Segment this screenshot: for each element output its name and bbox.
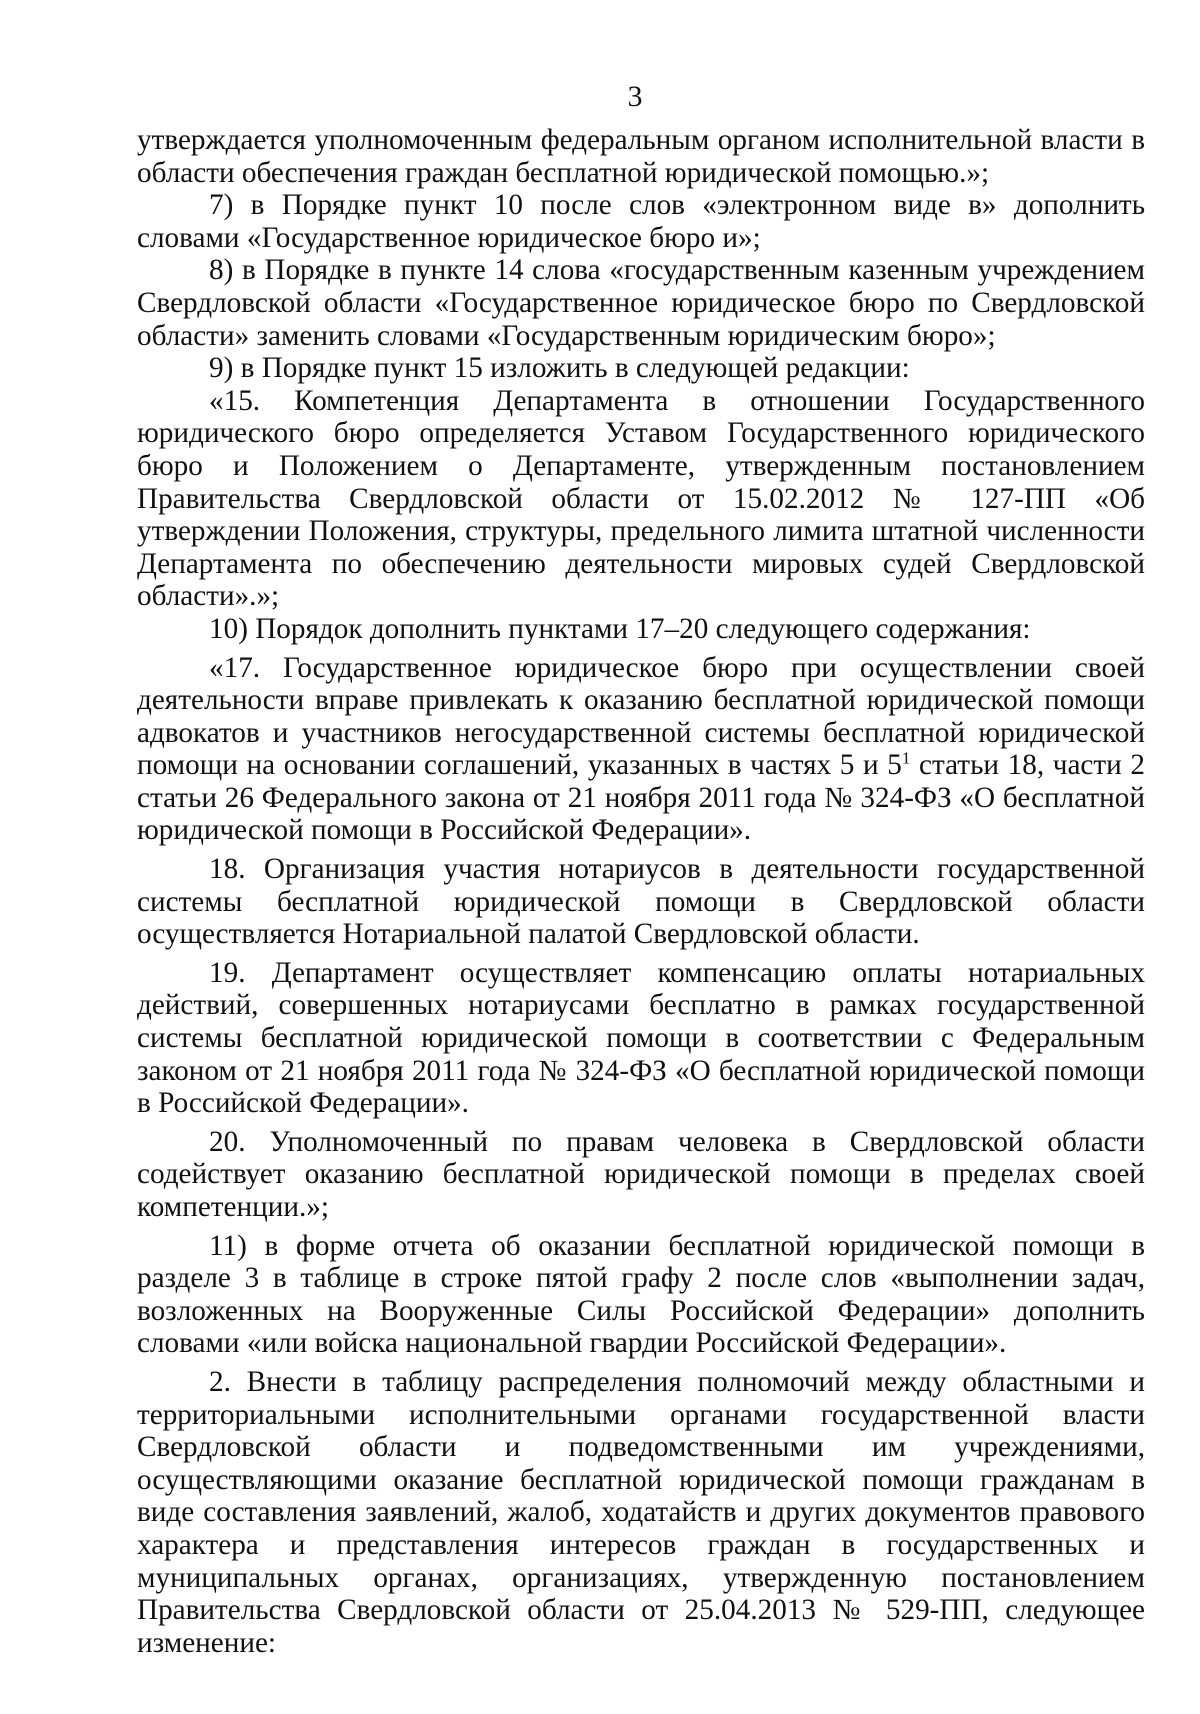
paragraph-clause-20: 20. Уполномоченный по правам человека в Свердловской области содействует оказанию бесплатной юридической помощи в пределах своей компетенции.»; <box>137 1125 1145 1223</box>
page-number: 3 <box>627 80 643 113</box>
paragraph-section-2: 2. Внести в таблицу распределения полномочий между областными и территориальными исполнительными органами государственной власти Свердловской области и подведомственными им учреждениями, осуществляющими оказание бесплатной юридической помощи гражданам в виде составления заявлений, жалоб, ходатайств и других документов правового характера и представления интересов граждан в государственных и муниципальных органах, организациях, утвержденную постановлением Правительства Свердловской области от 25.04.2013 № 529-ПП, следующее изменение: <box>137 1365 1145 1659</box>
paragraph-continuation: утверждается уполномоченным федеральным органом исполнительной власти в области обеспечения граждан бесплатной юридической помощью.»; <box>137 124 1145 189</box>
paragraph-clause-19: 19. Департамент осуществляет компенсацию оплаты нотариальных действий, совершенных нотариусами бесплатно в рамках государственной системы бесплатной юридической помощи в соответствии с Федеральным законом от 21 ноября 2011 года № 324-ФЗ «О бесплатной юридической помощи в Российской Федерации». <box>137 956 1145 1120</box>
clause-17-text-a: «17. Государственное юридическое бюро при осуществлении своей деятельности вправе привлекать к оказанию бесплатной юридической помощи адвокатов и участников негосударственной системы бесплатной юридической помощи на основании соглашений, указанных в частях 5 и 5 <box>137 651 1145 782</box>
paragraph-clause-15: «15. Компетенция Департамента в отношении Государственного юридического бюро определяется Уставом Государственного юридического бюро и Положением о Департаменте, утвержденным постановлением Правительства Свердловской области от 15.02.2012 № 127-ПП «Об утверждении Положения, структуры, предельного лимита штатной численности Департамента по обеспечению деятельности мировых судей Свердловской области».»; <box>137 384 1145 613</box>
paragraph-clause-18: 18. Организация участия нотариусов в деятельности государственной системы бесплатной юридической помощи в Свердловской области осуществляется Нотариальной палатой Свердловской области. <box>137 853 1145 951</box>
paragraph-item-11: 11) в форме отчета об оказании бесплатной юридической помощи в разделе 3 в таблице в строке пятой графу 2 после слов «выполнении задач, возложенных на Вооруженные Силы Российской Федерации» дополнить словами «или войска национальной гвардии Российской Федерации». <box>137 1229 1145 1360</box>
clause-17-text-b: статьи 18, части 2 статьи 26 Федерального закона от 21 ноября 2011 года № 324-ФЗ «О бесплатной юридической помощи в Российской Федерации». <box>137 749 1145 847</box>
paragraph-item-7: 7) в Порядке пункт 10 после слов «электронном виде в» дополнить словами «Государственное юридическое бюро и»; <box>137 189 1145 254</box>
superscript-one: 1 <box>901 748 911 768</box>
document-body <box>137 124 1145 1659</box>
paragraph-item-8: 8) в Порядке в пункте 14 слова «государственным казенным учреждением Свердловской области «Государственное юридическое бюро по Свердловской области» заменить словами «Государственным юридическим бюро»; <box>137 254 1145 352</box>
paragraph-item-10: 10) Порядок дополнить пунктами 17–20 следующего содержания: <box>209 612 1031 645</box>
paragraph-clause-17 <box>137 652 1145 848</box>
paragraph-item-9: 9) в Порядке пункт 15 изложить в следующей редакции: <box>209 352 910 385</box>
